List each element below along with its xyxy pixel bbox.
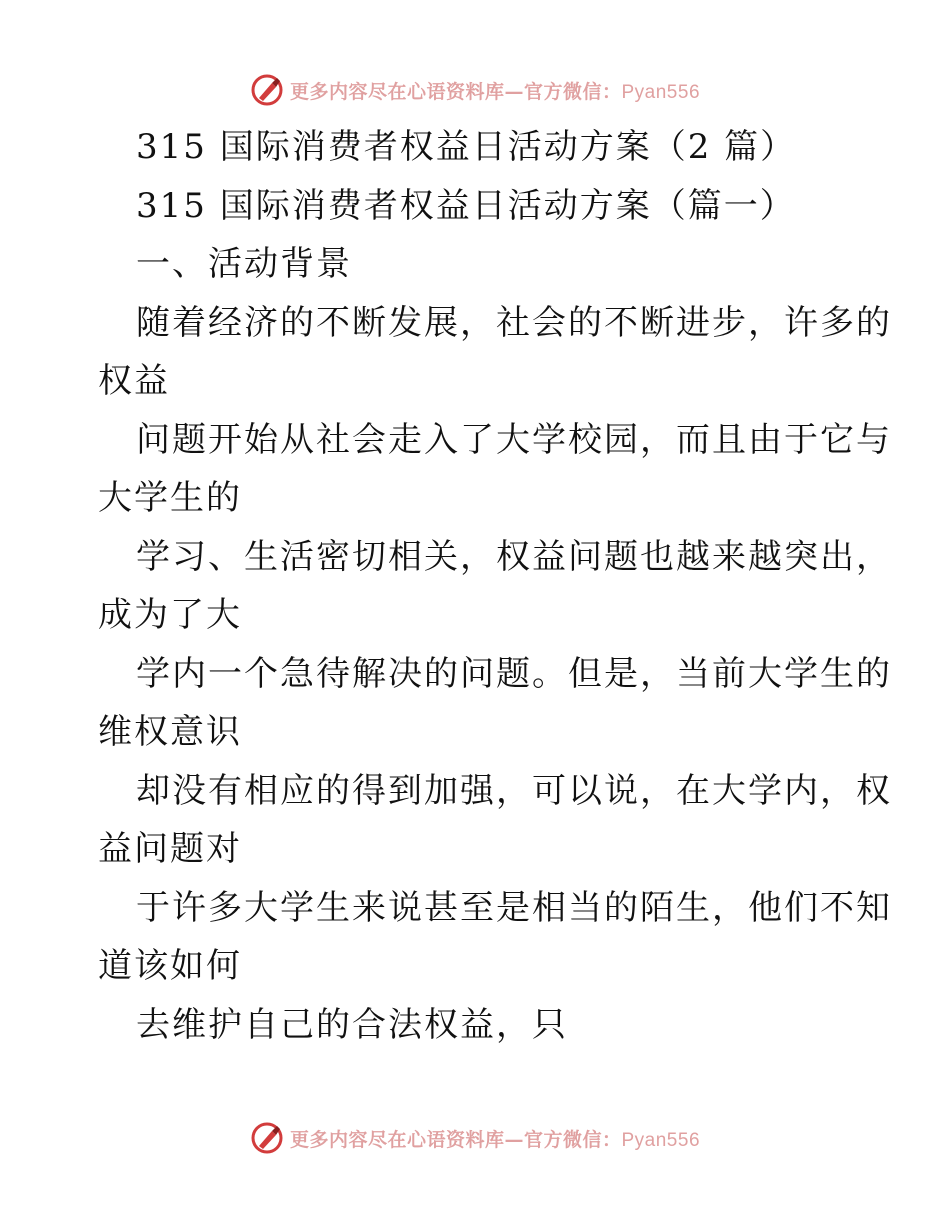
footer-contact: Pyan556 bbox=[621, 1129, 701, 1151]
paragraph-line: 成为了大 bbox=[98, 595, 242, 635]
paragraph-line: 学内一个急待解决的问题。但是，当前大学生的 bbox=[136, 653, 892, 694]
paragraph-line: 道该如何 bbox=[98, 946, 242, 986]
header-banner-text: 更多内容尽在心语资料库—官方微信：Pyan556 bbox=[289, 80, 701, 103]
footer-banner-text: 更多内容尽在心语资料库—官方微信：Pyan556 bbox=[289, 1128, 701, 1151]
section-heading: 一、活动背景 bbox=[136, 244, 352, 284]
paragraph-line: 学习、生活密切相关，权益问题也越来越突出， bbox=[136, 536, 892, 577]
paragraph-line: 随着经济的不断发展，社会的不断进步，许多的 bbox=[136, 302, 892, 343]
paragraph-line: 问题开始从社会走入了大学校园，而且由于它与 bbox=[136, 419, 892, 460]
document-subtitle: 315 国际消费者权益日活动方案（篇一） bbox=[136, 185, 796, 226]
document-body bbox=[98, 118, 892, 1054]
paragraph-line: 权益 bbox=[98, 361, 170, 401]
header-contact: Pyan556 bbox=[621, 81, 701, 103]
paragraph-line: 去维护自己的合法权益，只 bbox=[136, 1004, 568, 1045]
paragraph-line: 益问题对 bbox=[98, 829, 242, 869]
red-pen-nib-logo-icon bbox=[250, 1121, 284, 1155]
paragraph-line: 于许多大学生来说甚至是相当的陌生，他们不知 bbox=[136, 887, 892, 928]
header-banner bbox=[0, 70, 950, 110]
paragraph-line: 大学生的 bbox=[98, 478, 242, 518]
paragraph-line: 维权意识 bbox=[98, 712, 242, 752]
document-title: 315 国际消费者权益日活动方案（2 篇） bbox=[136, 127, 797, 167]
paragraph-line: 却没有相应的得到加强，可以说，在大学内，权 bbox=[136, 770, 892, 811]
footer-banner bbox=[0, 1118, 950, 1158]
red-pen-nib-logo-icon bbox=[250, 73, 284, 107]
